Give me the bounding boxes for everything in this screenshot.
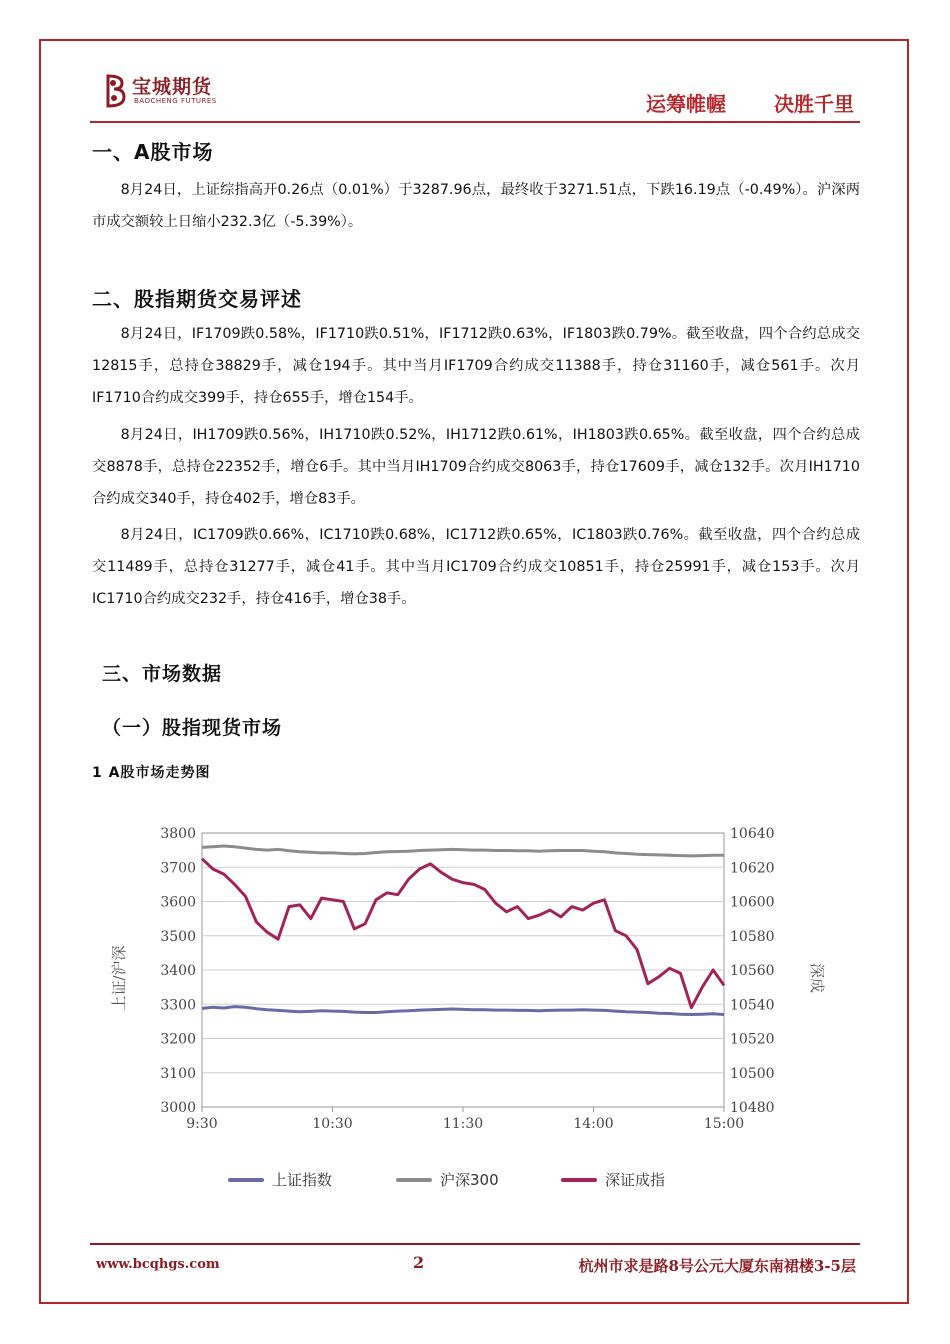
footer-divider: [90, 1243, 860, 1245]
subsection-title-spot: （一）股指现货市场: [102, 717, 283, 739]
y2-tick-label: 10640: [730, 826, 775, 842]
footer-url[interactable]: www.bcqhgs.com: [96, 1257, 220, 1272]
if-paragraph: 8月24日，IF1709跌0.58%，IF1710跌0.51%，IF1712跌0.63%，IF1803跌0.79%。截至收盘，四个合约总成交12815手，总持仓38829手，减仓194手。其中当月IF1709合约成交11388手，持仓31160手，减仓561手。次月IF1710合约成交399手，持仓655手，增仓154手。: [92, 326, 860, 406]
y2-tick-label: 10540: [730, 997, 775, 1014]
page-number: 2: [413, 1253, 425, 1272]
y2-tick-label: 10560: [730, 963, 775, 979]
company-logo: [104, 72, 234, 112]
y2-tick-label: 10520: [730, 1031, 775, 1048]
footer-address: 杭州市求是路8号公元大厦东南裙楼3-5层: [578, 1257, 856, 1275]
y2-tick-label: 10480: [730, 1100, 775, 1116]
legend-label: 深证成指: [605, 1171, 666, 1189]
legend-label: 沪深300: [440, 1171, 499, 1189]
x-tick-label: 14:00: [573, 1116, 614, 1132]
y-tick-label: 3500: [160, 928, 196, 945]
y-tick-label: 3600: [160, 894, 196, 911]
x-tick-label: 10:30: [312, 1116, 353, 1132]
series-line-深证成指: [202, 859, 724, 1008]
section-title-market-data: 三、市场数据: [102, 663, 223, 685]
header-slogan: [646, 88, 854, 117]
chart-caption: 1 A股市场走势图: [92, 765, 211, 781]
y2-tick-label: 10600: [730, 894, 775, 911]
y-tick-label: 3400: [160, 963, 196, 979]
series-line-上证指数: [202, 1007, 724, 1015]
x-tick-label: 9:30: [186, 1116, 218, 1132]
a-share-paragraph: 8月24日，上证综指高开0.26点（0.01%）于3287.96点，最终收于3271.51点，下跌16.19点（-0.49%）。沪深两市成交额较上日缩小232.3亿（-5.39%）。: [92, 182, 860, 230]
y-tick-label: 3700: [160, 860, 196, 877]
series-line-沪深300: [202, 846, 724, 856]
y-tick-label: 3000: [160, 1100, 196, 1116]
logo-mark-icon: [104, 74, 128, 108]
legend-label: 上证指数: [272, 1171, 333, 1189]
y2-tick-label: 10580: [730, 928, 775, 945]
y-axis-label: 上证/沪深: [110, 945, 128, 1011]
section-title-futures: 二、股指期货交易评述: [92, 287, 302, 311]
y2-tick-label: 10620: [730, 860, 775, 877]
header-divider: [90, 121, 860, 123]
logo-text-cn: 宝城期货: [132, 76, 213, 98]
ic-paragraph: 8月24日，IC1709跌0.66%，IC1710跌0.68%，IC1712跌0.65%，IC1803跌0.76%。截至收盘，四个合约总成交11489手，总持仓31277手，减仓41手。其中当月IC1709合约成交10851手，持仓25991手，减仓153手。次月IC1710合约成交232手，持仓416手，增仓38手。: [92, 527, 860, 607]
ih-paragraph: 8月24日，IH1709跌0.56%，IH1710跌0.52%，IH1712跌0.61%，IH1803跌0.65%。截至收盘，四个合约总成交8878手，总持仓22352手，增仓6手。其中当月IH1709合约成交8063手，持仓17609手，减仓132手。次月IH1710合约成交340手，持仓402手，增仓83手。: [92, 427, 860, 507]
a-share-trend-chart: [100, 815, 826, 1205]
slogan-left: 运筹帷幄: [646, 92, 726, 116]
x-tick-label: 15:00: [703, 1116, 745, 1132]
x-tick-label: 11:30: [442, 1116, 484, 1132]
y2-tick-label: 10500: [730, 1065, 775, 1082]
section-title-a-share: 一、A股市场: [92, 140, 214, 164]
y-tick-label: 3100: [160, 1065, 196, 1082]
logo-text-en: BAOCHENG FUTURES: [134, 97, 217, 105]
slogan-right: 决胜千里: [774, 92, 854, 116]
y-tick-label: 3200: [160, 1031, 196, 1048]
y-tick-label: 3300: [160, 997, 196, 1014]
y-tick-label: 3800: [160, 826, 196, 842]
y2-axis-label: 深成: [808, 962, 826, 994]
